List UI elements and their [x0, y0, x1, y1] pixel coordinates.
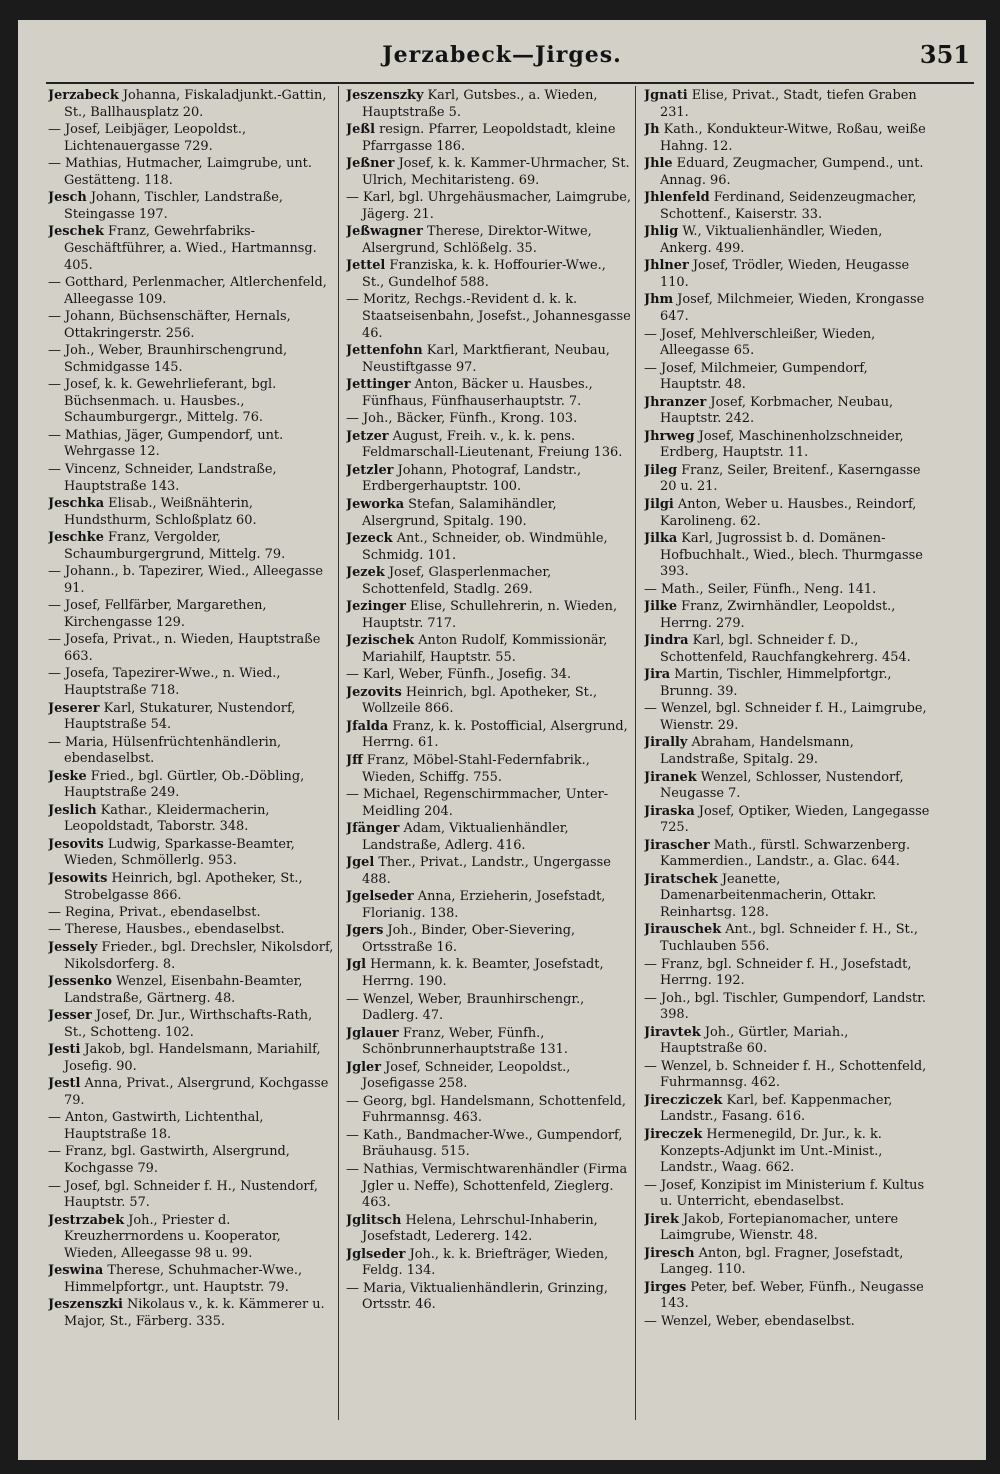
entry-surname: Jeworka [346, 496, 405, 512]
page-number: 351 [919, 40, 970, 69]
entry-details: — Vincenz, Schneider, Landstraße, Hauptstraße 143. [48, 461, 277, 494]
entry-details: — Karl, bgl. Uhrgehäusmacher, Laimgrube, Jägerg. 21. [346, 190, 632, 222]
entry-details: Joh., Gürtler, Mariah., Hauptstraße 60. [660, 1024, 849, 1057]
entry-surname: Jezovits [346, 684, 402, 700]
entry-details: Karl, bef. Kappenmacher, Landstr., Fasang. 616. [660, 1092, 893, 1125]
entry-surname: Jireczek [644, 1126, 703, 1142]
entry-details: Math., fürstl. Schwarzenberg. Kammerdien., Landstr., a. Glac. 644. [660, 837, 911, 870]
entry-details: — Franz, bgl. Schneider f. H., Josefstadt, Herrng. 192. [644, 956, 912, 989]
directory-entry [346, 88, 632, 121]
directory-entry [346, 685, 632, 718]
directory-entry [48, 922, 334, 939]
entry-details: Kathar., Kleidermacherin, Leopoldstadt, Taborstr. 348. [64, 802, 270, 835]
entry-details: Karl, bgl. Schneider f. D., Schottenfeld, Rauchfangkehrerg. 454. [660, 633, 911, 665]
entry-details: — Anton, Gastwirth, Lichtenthal, Hauptstraße 18. [48, 1110, 264, 1142]
entry-surname: Jilka [644, 531, 678, 547]
entry-surname: Jessenko [48, 974, 112, 990]
page-header [18, 42, 986, 82]
entry-details: — Josef, Milchmeier, Gumpendorf, Hauptstr. 48. [644, 360, 868, 393]
entry-surname: Jestl [48, 1076, 81, 1092]
directory-entry [644, 1127, 930, 1177]
directory-entry [346, 190, 632, 223]
entry-details: — Nathias, Vermischtwarenhändler (Firma Jgler u. Neffe), Schottenfeld, Zieglerg. 463. [346, 1161, 628, 1211]
entry-details: Elise, Privat., Stadt, tiefen Graben 231. [660, 88, 917, 120]
directory-entry [346, 667, 632, 684]
entry-details: Heinrich, bgl. Apotheker, St., Wollzeile 866. [362, 684, 598, 717]
directory-entry [346, 821, 632, 854]
entry-surname: Jeschke [48, 530, 104, 546]
directory-entry [346, 1247, 632, 1280]
entry-surname: Jesser [48, 1008, 92, 1024]
entry-surname: Jirascher [644, 837, 710, 853]
directory-entry [48, 275, 334, 308]
directory-entry [644, 922, 930, 955]
entry-details: — Wenzel, bgl. Schneider f. H., Laimgrube, Wienstr. 29. [644, 701, 927, 733]
directory-entry [346, 923, 632, 956]
entry-details: — Wenzel, Weber, Braunhirschengr., Dadlerg. 47. [346, 991, 585, 1024]
entry-surname: Jirauschek [644, 922, 722, 938]
entry-surname: Jiresch [644, 1245, 695, 1261]
entry-surname: Jh [644, 122, 660, 138]
directory-entry [644, 1025, 930, 1058]
entry-surname: Jirally [644, 735, 688, 751]
directory-entry [48, 377, 334, 427]
entry-details: Johann, Tischler, Landstraße, Steingasse 197. [64, 190, 283, 222]
entry-surname: Jeßwagner [346, 224, 423, 240]
entry-details: Franz, Vergolder, Schaumburgergrund, Mittelg. 79. [64, 530, 286, 562]
directory-entry [644, 292, 930, 325]
entry-details: — Math., Seiler, Fünfh., Neng. 141. [644, 581, 877, 597]
entry-surname: Jiravtek [644, 1024, 701, 1040]
entry-details: — Joh., Bäcker, Fünfh., Krong. 103. [346, 411, 578, 427]
entry-surname: Jfänger [346, 821, 400, 837]
directory-entry [644, 1212, 930, 1245]
entry-surname: Jiranek [644, 769, 697, 785]
directory-entry [48, 1008, 334, 1041]
directory-entry [48, 905, 334, 922]
directory-entry [346, 599, 632, 632]
directory-entry [346, 565, 632, 598]
entry-surname: Jezek [346, 565, 385, 581]
entry-surname: Jezeck [346, 531, 393, 547]
entry-details: — Wenzel, b. Schneider f. H., Schottenfeld, Fuhrmannsg. 462. [644, 1058, 927, 1091]
directory-entry [644, 429, 930, 462]
entry-details: Hermenegild, Dr. Jur., k. k. Konzepts-Adjunkt im Unt.-Minist., Landstr., Waag. 662. [660, 1126, 883, 1176]
entry-surname: Jeszenszky [346, 88, 424, 103]
directory-entry [644, 395, 930, 428]
directory-entry [48, 871, 334, 904]
directory-entry [644, 497, 930, 530]
entry-details: Nikolaus v., k. k. Kämmerer u. Major, St., Färberg. 335. [64, 1297, 325, 1329]
entry-surname: Jgers [346, 923, 384, 939]
directory-entry [346, 1026, 632, 1059]
entry-details: Franz, k. k. Postofficial, Alsergrund, Herrng. 61. [362, 718, 628, 751]
entry-surname: Jerzabeck [48, 88, 119, 103]
entry-details: — Johann, Büchsenschäfter, Hernals, Ottakringerstr. 256. [48, 309, 291, 341]
column-3 [644, 88, 930, 1440]
directory-entry [644, 804, 930, 837]
entry-details: Franz, Zwirnhändler, Leopoldst., Herrng. 279. [660, 599, 896, 631]
entry-details: — Therese, Hausbes., ebendaselbst. [48, 922, 285, 938]
entry-surname: Jestrzabek [48, 1212, 125, 1228]
directory-entry [644, 122, 930, 155]
entry-details: Anton, Weber u. Hausbes., Reindorf, Karolineng. 62. [660, 496, 917, 529]
entry-details: Ant., bgl. Schneider f. H., St., Tuchlauben 556. [660, 922, 918, 955]
entry-details: Jakob, Fortepianomacher, untere Laimgrube, Wienstr. 48. [660, 1211, 899, 1244]
entry-details: — Josefa, Privat., n. Wieden, Hauptstraße 663. [48, 632, 321, 664]
directory-entry [644, 361, 930, 394]
entry-details: Helena, Lehrschul-Inhaberin, Josefstadt, Ledererg. 142. [362, 1212, 598, 1245]
entry-surname: Jhlenfeld [644, 190, 710, 206]
entry-details: Anton, Bäcker u. Hausbes., Fünfhaus, Fünfhauserhauptstr. 7. [362, 377, 593, 409]
directory-entry [48, 837, 334, 870]
entry-details: Franz, Seiler, Breitenf., Kaserngasse 20 u. 21. [660, 462, 921, 495]
directory-entry [644, 667, 930, 700]
directory-entry [48, 1076, 334, 1109]
directory-entry [48, 564, 334, 597]
directory-entry [48, 343, 334, 376]
directory-entry [346, 531, 632, 564]
entry-details: — Wenzel, Weber, ebendaselbst. [644, 1313, 855, 1329]
entry-details: Karl, Marktfierant, Neubau, Neustiftgasse 97. [362, 343, 610, 375]
entry-details: Ther., Privat., Landstr., Ungergasse 488. [362, 855, 611, 887]
entry-details: Therese, Schuhmacher-Wwe., Himmelpfortgr., unt. Hauptstr. 79. [64, 1263, 303, 1295]
entry-details: Ferdinand, Seidenzeugmacher, Schottenf., Kaiserstr. 33. [660, 190, 917, 222]
directory-entry [346, 992, 632, 1025]
directory-entry [48, 156, 334, 189]
entry-details: Kath., Kondukteur-Witwe, Roßau, weiße Hahng. 12. [659, 122, 926, 154]
directory-entry [644, 701, 930, 734]
directory-entry [346, 1281, 632, 1314]
directory-entry [346, 292, 632, 342]
directory-entry [644, 224, 930, 257]
directory-entry [48, 598, 334, 631]
directory-entry [346, 122, 632, 155]
entry-surname: Jira [644, 667, 671, 683]
directory-entry [644, 190, 930, 223]
directory-entry [644, 1178, 930, 1211]
entry-details: W., Viktualienhändler, Wieden, Ankerg. 499. [660, 224, 883, 256]
entry-surname: Jirges [644, 1279, 687, 1295]
entry-surname: Jhle [644, 156, 673, 172]
entry-details: Wenzel, Schlosser, Nustendorf, Neugasse 7. [660, 769, 904, 802]
directory-entry [48, 1179, 334, 1212]
directory-entry [346, 377, 632, 410]
directory-entry [346, 719, 632, 752]
column-divider [635, 86, 636, 1420]
directory-entry [346, 497, 632, 530]
directory-entry [346, 1094, 632, 1127]
entry-details: Peter, bef. Weber, Fünfh., Neugasse 143. [660, 1279, 924, 1312]
directory-entry [346, 224, 632, 257]
entry-surname: Jeszenszki [48, 1297, 123, 1313]
directory-entry [346, 1162, 632, 1212]
entry-details: — Gotthard, Perlenmacher, Altlerchenfeld, Alleegasse 109. [48, 274, 327, 307]
directory-entry [346, 1213, 632, 1246]
entry-details: — Regina, Privat., ebendaselbst. [48, 904, 261, 920]
directory-entry [48, 122, 334, 155]
entry-details: — Johann., b. Tapezirer, Wied., Alleegasse 91. [48, 564, 323, 596]
entry-surname: Jhranzer [644, 394, 707, 410]
directory-page [18, 20, 986, 1460]
entry-surname: Jeschka [48, 496, 105, 512]
directory-entry [346, 429, 632, 462]
directory-entry [644, 1280, 930, 1313]
entry-details: — Maria, Viktualienhändlerin, Grinzing, Ortsstr. 46. [346, 1280, 608, 1313]
entry-details: Elisab., Weißnähterin, Hundsthurm, Schloßplatz 60. [64, 496, 257, 528]
entry-details: — Maria, Hülsenfrüchtenhändlerin, ebendaselbst. [48, 734, 282, 767]
directory-entry [346, 343, 632, 376]
directory-entry [48, 88, 334, 121]
directory-entry [48, 1144, 334, 1177]
entry-details: Josef, Optiker, Wieden, Langegasse 725. [660, 803, 930, 836]
entry-surname: Jetzler [346, 462, 394, 478]
directory-entry [48, 190, 334, 223]
directory-entry [644, 582, 930, 599]
entry-details: — Josef, Leibjäger, Leopoldst., Lichtenauergasse 729. [48, 122, 247, 154]
directory-entry [644, 463, 930, 496]
entry-surname: Jgel [346, 855, 375, 871]
entry-details: — Georg, bgl. Handelsmann, Schottenfeld, Fuhrmannsg. 463. [346, 1093, 626, 1126]
entry-details: Abraham, Handelsmann, Landstraße, Spitalg. 29. [660, 735, 854, 768]
column-1 [48, 88, 334, 1440]
directory-entry [346, 787, 632, 820]
entry-surname: Jhrweg [644, 428, 695, 444]
directory-entry [644, 957, 930, 990]
entry-surname: Jgelseder [346, 889, 414, 905]
entry-surname: Jgler [346, 1059, 382, 1075]
entry-surname: Jilgi [644, 496, 674, 512]
running-head: Jerzabeck—Jirges. [382, 42, 622, 68]
entry-surname: Jiraska [644, 803, 695, 819]
entry-details: Johanna, Fiskaladjunkt.-Gattin, St., Ballhausplatz 20. [64, 88, 327, 120]
entry-surname: Jeschek [48, 224, 104, 240]
directory-entry [48, 309, 334, 342]
entry-details: Franz, Weber, Fünfh., Schönbrunnerhauptstraße 131. [362, 1025, 568, 1058]
entry-details: Josef, Glasperlenmacher, Schottenfeld, Stadlg. 269. [362, 565, 552, 597]
entry-surname: Jeslich [48, 802, 97, 818]
entry-surname: Jirek [644, 1211, 679, 1227]
entry-details: Joh., Binder, Ober-Sievering, Ortsstraße 16. [362, 923, 576, 955]
directory-entry [346, 1060, 632, 1093]
directory-entry [48, 1042, 334, 1075]
directory-entry [48, 496, 334, 529]
entry-surname: Jeswina [48, 1263, 104, 1279]
directory-entry [48, 701, 334, 734]
directory-entry [48, 632, 334, 665]
directory-entry [644, 258, 930, 291]
entry-details: Heinrich, bgl. Apotheker, St., Strobelgasse 866. [64, 870, 303, 903]
entry-surname: Jeßner [346, 156, 395, 172]
entry-surname: Jglauer [346, 1025, 399, 1041]
entry-details: — Franz, bgl. Gastwirth, Alsergrund, Kochgasse 79. [48, 1144, 290, 1177]
directory-entry [346, 258, 632, 291]
entry-details: — Josef, bgl. Schneider f. H., Nustendorf, Hauptstr. 57. [48, 1178, 318, 1211]
entry-surname: Jesovits [48, 836, 104, 852]
directory-entry [48, 530, 334, 563]
entry-details: — Josefa, Tapezirer-Wwe., n. Wied., Hauptstraße 718. [48, 666, 281, 699]
entry-details: Joh., k. k. Briefträger, Wieden, Feldg. 134. [362, 1246, 609, 1279]
entry-surname: Jileg [644, 462, 678, 478]
directory-entry [346, 463, 632, 496]
entry-surname: Jgnati [644, 88, 688, 103]
entry-details: — Kath., Bandmacher-Wwe., Gumpendorf, Bräuhausg. 515. [346, 1127, 623, 1160]
entry-surname: Jglseder [346, 1246, 406, 1262]
directory-entry [48, 940, 334, 973]
directory-entry [48, 769, 334, 802]
directory-entry [644, 327, 930, 360]
entry-details: — Josef, Fellfärber, Margarethen, Kirchengasse 129. [48, 598, 267, 630]
entry-details: — Josef, Konzipist im Ministerium f. Kultus u. Unterricht, ebendaselbst. [644, 1177, 925, 1210]
entry-details: Anna, Privat., Alsergrund, Kochgasse 79. [64, 1076, 329, 1108]
entry-surname: Jessely [48, 939, 98, 955]
entry-details: Josef, Schneider, Leopoldst., Josefigasse 258. [362, 1059, 571, 1092]
entry-details: Jeanette, Damenarbeitenmacherin, Ottakr. Reinhartsg. 128. [660, 871, 877, 920]
entry-surname: Jhlner [644, 258, 689, 274]
entry-surname: Jesowits [48, 870, 108, 886]
directory-entry [644, 599, 930, 632]
entry-surname: Jhlig [644, 224, 679, 240]
directory-entry [346, 889, 632, 922]
entry-details: Elise, Schullehrerin, n. Wieden, Hauptstr. 717. [362, 599, 618, 631]
entry-details: Martin, Tischler, Himmelpfortgr., Brunng. 39. [660, 667, 892, 699]
entry-details: Franz, Möbel-Stahl-Federnfabrik., Wieden, Schiffg. 755. [362, 752, 590, 785]
directory-entry [346, 855, 632, 888]
entry-details: Franziska, k. k. Hoffourier-Wwe., St., Gundelhof 588. [362, 258, 606, 290]
directory-entry [48, 735, 334, 768]
column-2 [346, 88, 632, 1440]
entry-surname: Jetzer [346, 428, 389, 444]
entry-surname: Jgl [346, 957, 367, 973]
entry-details: Ant., Schneider, ob. Windmühle, Schmidg. 101. [362, 531, 608, 563]
entry-surname: Jesch [48, 190, 87, 206]
entry-details: Josef, Korbmacher, Neubau, Hauptstr. 242. [660, 394, 894, 427]
directory-entry [644, 838, 930, 871]
entry-surname: Jettel [346, 258, 386, 274]
entry-details: Anton Rudolf, Kommissionär, Mariahilf, Hauptstr. 55. [362, 633, 608, 665]
entry-surname: Jilke [644, 599, 678, 615]
entry-details: Fried., bgl. Gürtler, Ob.-Döbling, Hauptstraße 249. [64, 768, 305, 801]
directory-entry [346, 633, 632, 666]
entry-surname: Jhm [644, 292, 674, 308]
entry-details: Frieder., bgl. Drechsler, Nikolsdorf, Nikolsdorferg. 8. [64, 939, 334, 972]
directory-entry [48, 1213, 334, 1263]
entry-details: Karl, Jugrossist b. d. Domänen-Hofbuchhalt., Wied., blech. Thurmgasse 393. [660, 531, 923, 580]
entry-details: Josef, k. k. Kammer-Uhrmacher, St. Ulrich, Mechitaristeng. 69. [362, 156, 630, 188]
entry-surname: Jettinger [346, 377, 411, 393]
entry-details: Johann, Photograf, Landstr., Erdbergerhauptstr. 100. [362, 462, 582, 495]
directory-entry [644, 156, 930, 189]
directory-entry [346, 1128, 632, 1161]
entry-details: Stefan, Salamihändler, Alsergrund, Spitalg. 190. [362, 496, 557, 529]
directory-entry [48, 1110, 334, 1143]
entry-details: Anna, Erzieherin, Josefstadt, Florianig. 138. [362, 889, 606, 921]
directory-entry [346, 753, 632, 786]
directory-entry [346, 411, 632, 428]
directory-entry [644, 88, 930, 121]
entry-surname: Jettenfohn [346, 343, 423, 359]
column-divider [338, 86, 339, 1420]
entry-surname: Jezinger [346, 599, 406, 615]
directory-entry [644, 633, 930, 666]
entry-surname: Jesti [48, 1042, 81, 1058]
directory-entry [48, 666, 334, 699]
entry-surname: Jfalda [346, 718, 389, 734]
entry-details: — Josef, k. k. Gewehrlieferant, bgl. Büchsenmach. u. Hausbes., Schaumburgergr., Mittelg. 76. [48, 377, 277, 426]
entry-surname: Jindra [644, 633, 689, 649]
directory-entry [346, 957, 632, 990]
entry-details: Anton, bgl. Fragner, Josefstadt, Langeg. 110. [660, 1245, 904, 1278]
entry-details: Joh., Priester d. Kreuzherrnordens u. Kooperator, Wieden, Alleegasse 98 u. 99. [64, 1212, 281, 1261]
directory-entry [644, 770, 930, 803]
entry-details: Karl, Stukaturer, Nustendorf, Hauptstraße 54. [64, 700, 296, 733]
entry-details: Josef, Dr. Jur., Wirthschafts-Rath, St., Schotteng. 102. [64, 1008, 313, 1040]
directory-entry [644, 1314, 930, 1331]
directory-entry [48, 1263, 334, 1296]
entry-details: Jakob, bgl. Handelsmann, Mariahilf, Josefig. 90. [64, 1042, 321, 1074]
directory-entry [48, 1297, 334, 1330]
entry-surname: Jeserer [48, 700, 100, 716]
directory-entry [48, 224, 334, 274]
entry-details: August, Freih. v., k. k. pens. Feldmarschall-Lieutenant, Freiung 136. [362, 428, 623, 461]
entry-surname: Jirecziczek [644, 1092, 723, 1108]
entry-surname: Jff [346, 752, 363, 768]
entry-details: — Michael, Regenschirmmacher, Unter-Meidling 204. [346, 787, 609, 819]
directory-entry [644, 531, 930, 581]
entry-details: Karl, Gutsbes., a. Wieden, Hauptstraße 5. [362, 88, 598, 120]
entry-details: — Joh., Weber, Braunhirschengrund, Schmidgasse 145. [48, 343, 288, 375]
entry-surname: Jiratschek [644, 871, 718, 887]
directory-entry [644, 1246, 930, 1279]
entry-details: — Josef, Mehlverschleißer, Wieden, Alleegasse 65. [644, 326, 876, 359]
entry-details: Eduard, Zeugmacher, Gumpend., unt. Annag. 96. [660, 156, 924, 188]
entry-details: Josef, Maschinenholzschneider, Erdberg, Hauptstr. 11. [660, 428, 904, 461]
directory-entry [48, 803, 334, 836]
entry-surname: Jezischek [346, 633, 415, 649]
entry-details: Josef, Milchmeier, Wieden, Krongasse 647. [660, 292, 925, 325]
entry-details: — Karl, Weber, Fünfh., Josefig. 34. [346, 667, 572, 683]
entry-details: resign. Pfarrer, Leopoldstadt, kleine Pfarrgasse 186. [362, 122, 616, 154]
directory-entry [48, 974, 334, 1007]
entry-details: Adam, Viktualienhändler, Landstraße, Adlerg. 416. [362, 821, 569, 853]
entry-surname: Jeßl [346, 122, 375, 138]
entry-surname: Jglitsch [346, 1212, 402, 1228]
directory-entry [644, 1059, 930, 1092]
directory-entry [644, 735, 930, 768]
entry-details: Ludwig, Sparkasse-Beamter, Wieden, Schmöllerlg. 953. [64, 836, 295, 869]
entry-details: Franz, Gewehrfabriks-Geschäftführer, a. Wied., Hartmannsg. 405. [64, 224, 317, 273]
directory-entry [644, 1093, 930, 1126]
entry-details: — Mathias, Hutmacher, Laimgrube, unt. Gestätteng. 118. [48, 156, 312, 188]
directory-entry [48, 428, 334, 461]
directory-entry [644, 872, 930, 922]
entry-surname: Jeske [48, 768, 87, 784]
entry-details: Therese, Direktor-Witwe, Alsergrund, Schlößelg. 35. [362, 224, 592, 256]
entry-details: — Joh., bgl. Tischler, Gumpendorf, Landstr. 398. [644, 990, 927, 1023]
entry-details: — Moritz, Rechgs.-Revident d. k. k. Staatseisenbahn, Josefst., Johannesgasse 46. [346, 292, 631, 341]
header-rule [46, 82, 974, 84]
entry-details: Hermann, k. k. Beamter, Josefstadt, Herrng. 190. [362, 957, 604, 990]
entry-details: Josef, Trödler, Wieden, Heugasse 110. [660, 258, 910, 290]
entry-details: Wenzel, Eisenbahn-Beamter, Landstraße, Gärtnerg. 48. [64, 974, 303, 1006]
directory-entry [346, 156, 632, 189]
directory-entry [48, 462, 334, 495]
entry-details: — Mathias, Jäger, Gumpendorf, unt. Wehrgasse 12. [48, 427, 284, 460]
directory-entry [644, 991, 930, 1024]
